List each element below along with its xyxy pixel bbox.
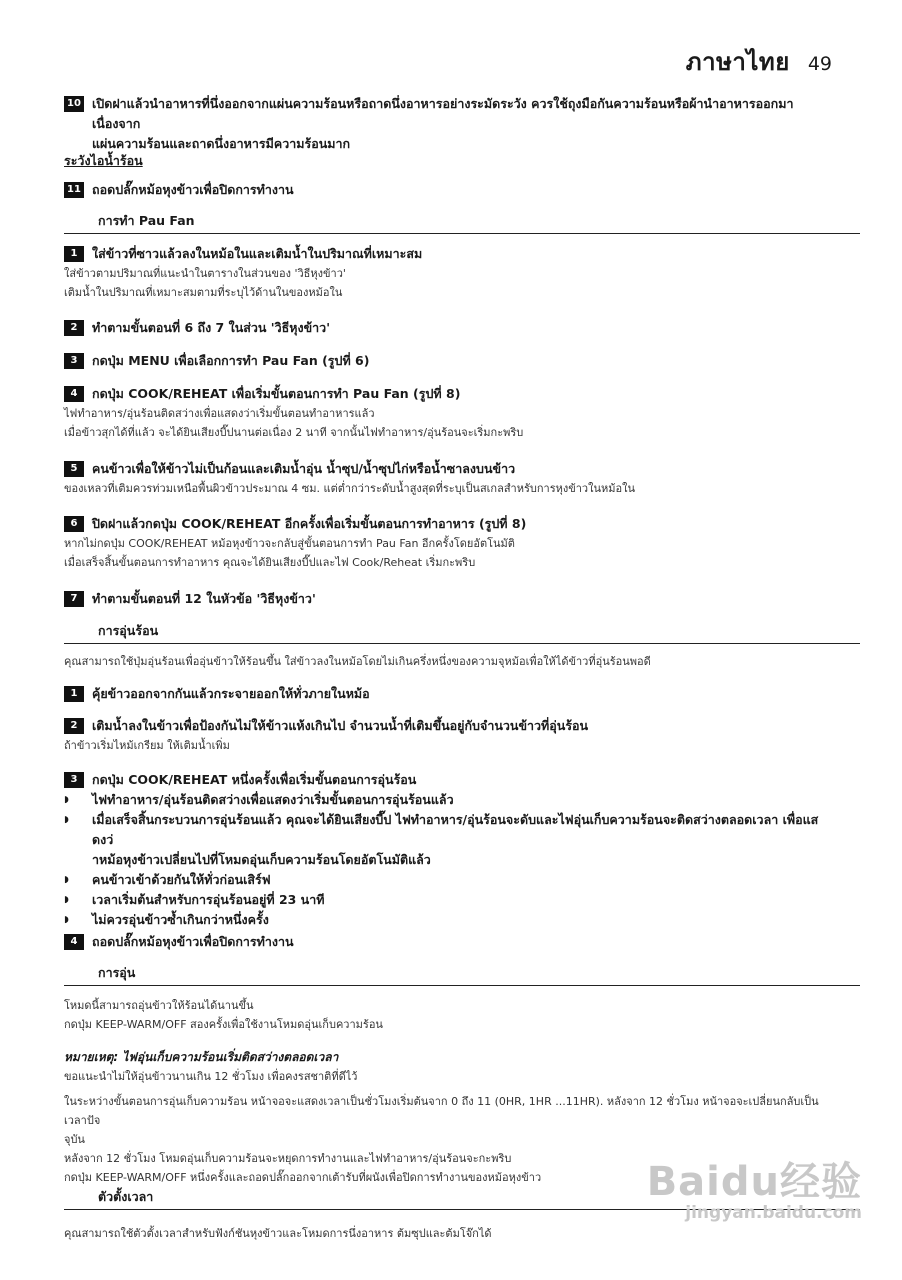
step-11 bbox=[64, 180, 826, 200]
timer-intro: คุณสามารถใช้ตัวตั้งเวลาสำหรับฟังก์ชันหุงข้าวและโหมดการนึ่งอาหาร ต้มซุปและต้มโจ๊กได้ bbox=[64, 1227, 492, 1240]
section-heading-pau-fan: การทำ Pau Fan bbox=[64, 212, 860, 234]
bullet-item-cont: าหม้อหุงข้าวเปลี่ยนไปที่โหมดอุ่นเก็บความร้อนโดยอัตโนมัติแล้ว bbox=[92, 852, 431, 867]
bullet-icon: ◗ bbox=[64, 895, 69, 905]
step-text: คุ้ยข้าวออกจากกันแล้วกระจายออกให้ทั่วภายในหม้อ bbox=[92, 686, 370, 701]
step-note: ใส่ข้าวตามปริมาณที่แนะนำในตารางในส่วนของ 'วิธีหุงข้าว' bbox=[64, 267, 346, 280]
reheat-step-1 bbox=[64, 684, 826, 704]
section-heading-timer: ตัวตั้งเวลา bbox=[64, 1188, 860, 1210]
step-note: ของเหลวที่เติมควรท่วมเหนือพื้นผิวข้าวประมาณ 4 ซม. แต่ต่ำกว่าระดับน้ำสูงสุดที่ระบุเป็นสเกลสำหรับการหุงข้าวในหม้อใน bbox=[64, 482, 635, 495]
page-header bbox=[686, 42, 832, 81]
section-heading-reheat: การอุ่นร้อน bbox=[64, 622, 860, 644]
step-text: กดปุ่ม MENU เพื่อเลือกการทำ Pau Fan (รูปที่ 6) bbox=[92, 353, 370, 368]
bullet-item: ◗ ไม่ควรอุ่นข้าวซ้ำเกินกว่าหนึ่งครั้ง bbox=[64, 910, 826, 930]
step-note: หากไม่กดปุ่ม COOK/REHEAT หม้อหุงข้าวจะกลับสู่ขั้นตอนการทำ Pau Fan อีกครั้งโดยอัตโนมัติ bbox=[64, 537, 515, 550]
pau-fan-step-7 bbox=[64, 589, 826, 609]
step-number: 2 bbox=[64, 320, 84, 336]
language-title: ภาษาไทย bbox=[685, 48, 790, 76]
note-line: กดปุ่ม KEEP-WARM/OFF หนึ่งครั้งและถอดปลั๊กออกจากเต้ารับที่ผนังเพื่อปิดการทำงานของหม้อหุงข้าว bbox=[64, 1171, 542, 1184]
pau-fan-step-3 bbox=[64, 351, 826, 371]
reheat-step-4 bbox=[64, 932, 826, 952]
step-text: ถอดปลั๊กหม้อหุงข้าวเพื่อปิดการทำงาน bbox=[92, 934, 294, 949]
step-number: 3 bbox=[64, 772, 84, 788]
step-number: 3 bbox=[64, 353, 84, 369]
watermark-logo: Baidu经验 bbox=[646, 1159, 862, 1205]
pau-fan-step-4 bbox=[64, 384, 826, 442]
step-note: เติมน้ำในปริมาณที่เหมาะสมตามที่ระบุไว้ด้านในของหม้อใน bbox=[64, 286, 343, 299]
step-text: ปิดฝาแล้วกดปุ่ม COOK/REHEAT อีกครั้งเพื่อเริ่มขั้นตอนการทำอาหาร (รูปที่ 8) bbox=[92, 516, 527, 531]
keep-warm-body bbox=[64, 996, 826, 1034]
watermark-url: jingyan.baidu.com bbox=[685, 1203, 862, 1223]
paragraph: กดปุ่ม KEEP-WARM/OFF สองครั้งเพื่อใช้งานโหมดอุ่นเก็บความร้อน bbox=[64, 1018, 383, 1031]
step-number: 7 bbox=[64, 591, 84, 607]
step-text-cont: แผ่นความร้อนและถาดนึ่งอาหารมีความร้อนมาก bbox=[92, 136, 351, 151]
note-line: ในระหว่างขั้นตอนการอุ่นเก็บความร้อน หน้าจอจะแสดงเวลาเป็นชั่วโมงเริ่มต้นจาก 0 ถึง 11 (0HR, 1HR ...11HR). หลังจาก 12 ชั่วโมง หน้าจอจะเปลี่ยนกลับเป็นเวลาปัจ bbox=[64, 1095, 819, 1127]
pau-fan-step-2 bbox=[64, 318, 826, 338]
step-number: 4 bbox=[64, 386, 84, 402]
note-text: ไฟอุ่นเก็บความร้อนเริ่มติดสว่างตลอดเวลา bbox=[122, 1050, 339, 1064]
bullet-icon: ◗ bbox=[64, 815, 69, 825]
reheat-step-3 bbox=[64, 770, 826, 930]
baidu-watermark-logo bbox=[647, 1150, 862, 1223]
step-number: 5 bbox=[64, 461, 84, 477]
step-10 bbox=[64, 94, 826, 154]
step-number: 2 bbox=[64, 718, 84, 734]
step-text: เปิดฝาแล้วนำอาหารที่นึ่งออกจากแผ่นความร้อนหรือถาดนึ่งอาหารอย่างระมัดระวัง ควรใช้ถุงมือกันความร้อนหรือผ้านำอาหารออกมาเนื่องจาก bbox=[92, 96, 794, 131]
bullet-item: ◗ เวลาเริ่มต้นสำหรับการอุ่นร้อนอยู่ที่ 23 นาที bbox=[64, 890, 826, 910]
step-text: ใส่ข้าวที่ซาวแล้วลงในหม้อในและเติมน้ำในปริมาณที่เหมาะสม bbox=[92, 246, 423, 261]
step-number: 6 bbox=[64, 516, 84, 532]
note-line: หลังจาก 12 ชั่วโมง โหมดอุ่นเก็บความร้อนจะหยุดการทำงานและไฟทำอาหาร/อุ่นร้อนจะกะพริบ bbox=[64, 1152, 512, 1165]
bullet-icon: ◗ bbox=[64, 875, 69, 885]
step-note: ถ้าข้าวเริ่มไหม้เกรียม ให้เติมน้ำเพิ่ม bbox=[64, 739, 230, 752]
pau-fan-step-5 bbox=[64, 459, 826, 498]
step-number: 4 bbox=[64, 934, 84, 950]
paragraph: โหมดนี้สามารถอุ่นข้าวให้ร้อนได้นานขึ้น bbox=[64, 999, 254, 1012]
note-line: จุบัน bbox=[64, 1133, 85, 1146]
note-label: หมายเหตุ: bbox=[64, 1050, 119, 1064]
bullet-item: ◗ คนข้าวเข้าด้วยกันให้ทั่วก่อนเสิร์ฟ bbox=[64, 870, 826, 890]
step-text: คนข้าวเพื่อให้ข้าวไม่เป็นก้อนและเติมน้ำอุ่น น้ำซุป/น้ำซุปไก่หรือน้ำซาลงบนข้าว bbox=[92, 461, 516, 476]
page-number: 49 bbox=[807, 53, 832, 75]
pau-fan-step-1 bbox=[64, 244, 826, 302]
step-note: เมื่อข้าวสุกได้ที่แล้ว จะได้ยินเสียงบี๊ปนานต่อเนื่อง 2 นาที จากนั้นไฟทำอาหาร/อุ่นร้อนจะเริ่มกะพริบ bbox=[64, 426, 524, 439]
step-number: 1 bbox=[64, 686, 84, 702]
step-number: 11 bbox=[64, 182, 84, 198]
step-number: 10 bbox=[64, 96, 84, 112]
step-note: ไฟทำอาหาร/อุ่นร้อนติดสว่างเพื่อแสดงว่าเริ่มขั้นตอนทำอาหารแล้ว bbox=[64, 407, 375, 420]
step-text: กดปุ่ม COOK/REHEAT หนึ่งครั้งเพื่อเริ่มขั้นตอนการอุ่นร้อน bbox=[92, 772, 417, 787]
bullet-icon: ◗ bbox=[64, 915, 69, 925]
bullet-item: ◗ เมื่อเสร็จสิ้นกระบวนการอุ่นร้อนแล้ว คุณจะได้ยินเสียงบี๊ป ไฟทำอาหาร/อุ่นร้อนจะดับและไฟอุ่นเก็บความร้อนจะติดสว่างตลอดเวลา เพื่อแสดงว่ bbox=[64, 810, 826, 850]
pau-fan-step-6 bbox=[64, 514, 826, 572]
step-text: กดปุ่ม COOK/REHEAT เพื่อเริ่มขั้นตอนการทำ Pau Fan (รูปที่ 8) bbox=[92, 386, 461, 401]
step-text: ถอดปลั๊กหม้อหุงข้าวเพื่อปิดการทำงาน bbox=[92, 182, 294, 197]
step-text: ทำตามขั้นตอนที่ 6 ถึง 7 ในส่วน 'วิธีหุงข้าว' bbox=[92, 320, 331, 335]
bullet-item: ◗ ไฟทำอาหาร/อุ่นร้อนติดสว่างเพื่อแสดงว่าเริ่มขั้นตอนการอุ่นร้อนแล้ว bbox=[64, 790, 826, 810]
note-line: ขอแนะนำไม่ให้อุ่นข้าวนานเกิน 12 ชั่วโมง เพื่อคงรสชาติที่ดีไว้ bbox=[64, 1070, 358, 1083]
section-heading-keep-warm: การอุ่น bbox=[64, 964, 860, 986]
step-note: เมื่อเสร็จสิ้นขั้นตอนการทำอาหาร คุณจะได้ยินเสียงบี๊ปและไฟ Cook/Reheat เริ่มกะพริบ bbox=[64, 556, 476, 569]
caution-heading: ระวังไอน้ำร้อน bbox=[64, 153, 143, 168]
bullet-icon: ◗ bbox=[64, 795, 69, 805]
step-text: ทำตามขั้นตอนที่ 12 ในหัวข้อ 'วิธีหุงข้าว' bbox=[92, 591, 316, 606]
reheat-intro: คุณสามารถใช้ปุ่มอุ่นร้อนเพื่ออุ่นข้าวให้ร้อนขึ้น ใส่ข้าวลงในหม้อโดยไม่เกินครึ่งหนึ่งของความจุหม้อเพื่อให้ได้ข้าวที่อุ่นร้อนพอดี bbox=[64, 655, 651, 668]
step-text: เติมน้ำลงในข้าวเพื่อป้องกันไม่ให้ข้าวแห้งเกินไป จำนวนน้ำที่เติมขึ้นอยู่กับจำนวนข้าวที่อุ่นร้อน bbox=[92, 718, 589, 733]
reheat-step-2 bbox=[64, 716, 826, 755]
step-number: 1 bbox=[64, 246, 84, 262]
